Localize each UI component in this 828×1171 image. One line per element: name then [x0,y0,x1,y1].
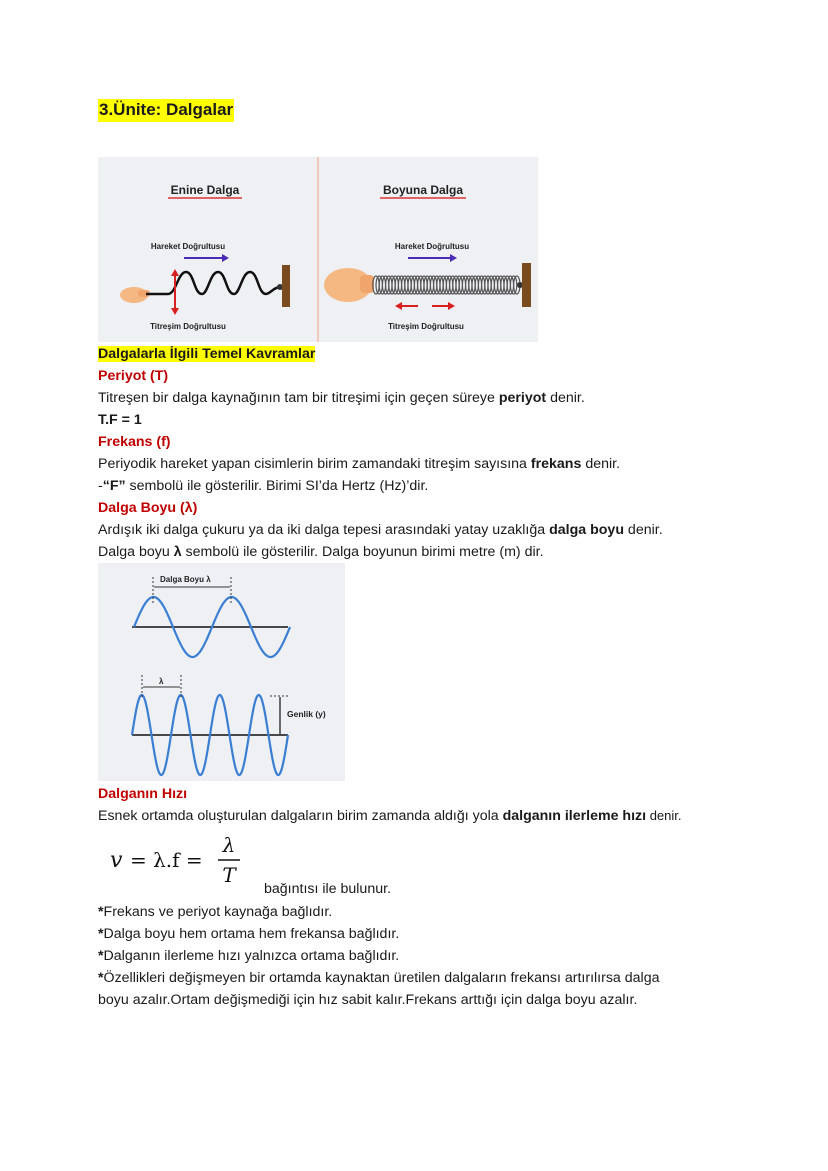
motion-direction-label-left: Hareket Doğrultusu [150,242,226,251]
formula-numerator: λ [222,833,236,857]
motion-direction-label-right: Hareket Doğrultusu [394,242,470,251]
wavelength-heading: Dalga Boyu (λ) [98,500,198,516]
frequency-definition: Periyodik hareket yapan cisimlerin birim zamandaki titreşim sayısına frekans denir. [98,456,621,472]
formula-denominator: T [222,863,236,887]
note-2: *Dalga boyu hem ortama hem frekansa bağlıdır. [98,926,400,942]
vibration-direction-label-left: Titreşim Doğrultusu [150,322,226,331]
section-heading: Dalgalarla İlgili Temel Kavramlar [98,346,316,362]
period-heading: Periyot (T) [98,368,169,384]
wall-left [282,265,290,307]
lambda-label: λ [159,677,164,686]
formula-v: v [110,848,123,873]
longitudinal-wave-title: Boyuna Dalga [382,183,464,197]
frequency-symbol-note: -“F” sembolü ile gösterilir. Birimi SI’da Hertz (Hz)’dir. [98,478,429,494]
wall-right [522,263,531,307]
wavelength-definition: Ardışık iki dalga çukuru ya da iki dalga tepesi arasındaki yatay uzaklığa dalga boyu denir. [98,522,663,538]
period-frequency-relation: T.F = 1 [98,412,142,428]
speed-definition: Esnek ortamda oluşturulan dalgaların birim zamanda aldığı yola dalganın ilerleme hızı denir. [98,808,682,824]
wavelength-label: Dalga Boyu λ [160,575,211,584]
wave-types-figure [98,157,538,342]
note-4-continuation: boyu azalır.Ortam değişmediği için hız sabit kalır.Frekans arttığı için dalga boyu azalır. [98,992,638,1008]
transverse-wave-title: Enine Dalga [170,183,240,197]
period-definition: Titreşen bir dalga kaynağının tam bir titreşimi için geçen süreye periyot denir. [98,390,585,406]
amplitude-label: Genlik (y) [287,709,326,719]
wave-types-illustration [98,157,538,342]
speed-heading: Dalganın Hızı [98,786,188,802]
page-title: 3.Ünite: Dalgalar [98,99,234,122]
formula-caption: bağıntısı ile bulunur. [264,881,391,897]
vibration-direction-label-right: Titreşim Doğrultusu [388,322,464,331]
frequency-heading: Frekans (f) [98,434,171,450]
wavelength-illustration [98,563,345,781]
wavelength-figure [98,563,345,781]
note-3: *Dalganın ilerleme hızı yalnızca ortama bağlıdır. [98,948,400,964]
wavelength-symbol-note: Dalga boyu λ sembolü ile gösterilir. Dalga boyunun birimi metre (m) dir. [98,544,544,560]
speed-formula [108,830,248,890]
note-4: *Özellikleri değişmeyen bir ortamda kaynaktan üretilen dalgaların frekansı artırılırsa dalga [98,970,660,986]
formula-middle: = λ.f = [130,848,203,872]
note-1: *Frekans ve periyot kaynağa bağlıdır. [98,904,333,920]
